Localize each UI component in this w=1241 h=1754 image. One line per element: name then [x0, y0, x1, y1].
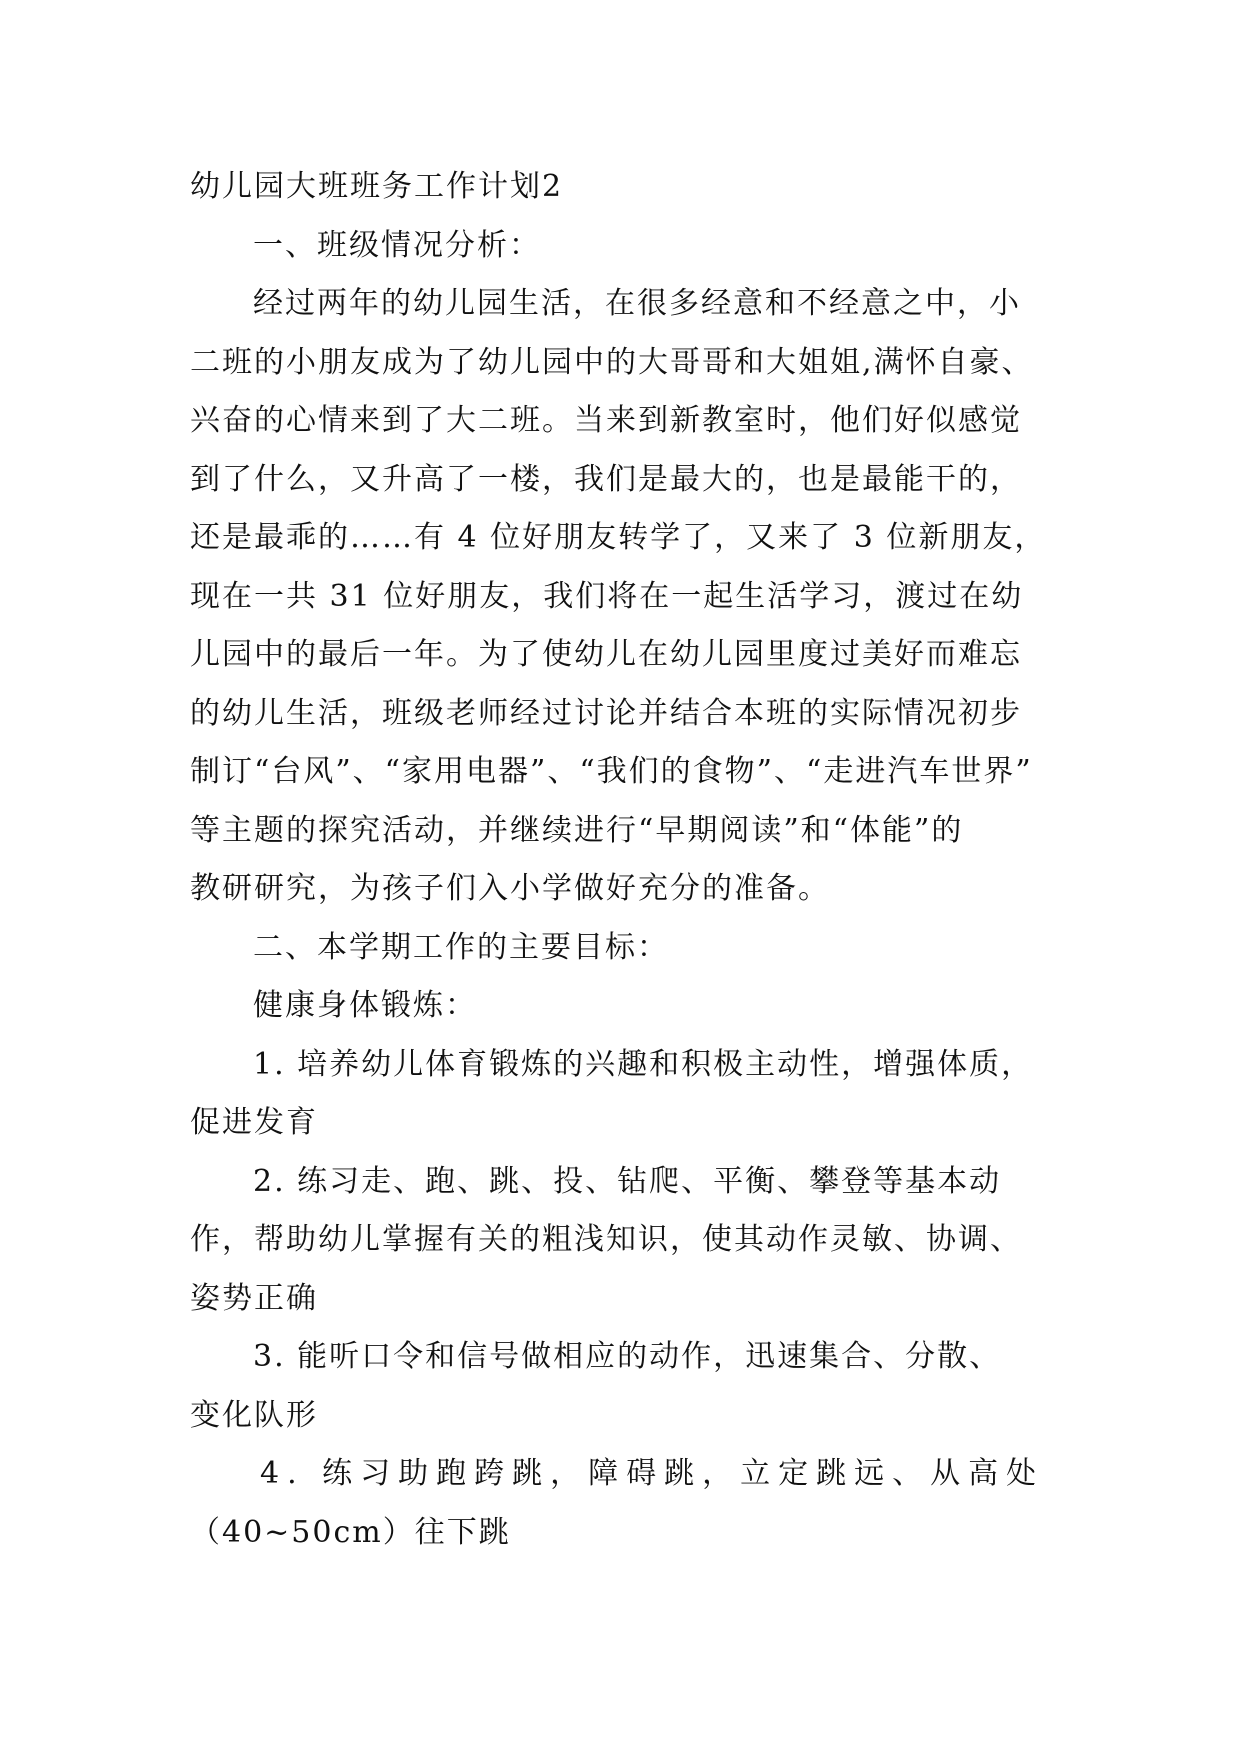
- list-item-line: 3. 能听口令和信号做相应的动作，迅速集合、分散、: [253, 1339, 1002, 1374]
- paragraph-line: 经过两年的幼儿园生活，在很多经意和不经意之中，小: [253, 286, 1021, 321]
- paragraph-line: 现在一共 31 位好朋友，我们将在一起生活学习，渡过在幼: [190, 578, 1024, 614]
- list-item-line: 1. 培养幼儿体育锻炼的兴趣和积极主动性，增强体质，: [253, 1046, 1034, 1082]
- paragraph-line: 还是最乖的……有 4 位好朋友转学了，又来了 3 位新朋友，: [190, 520, 1047, 555]
- list-item-line: 姿势正确: [190, 1280, 318, 1316]
- list-item-line: 2. 练习走、跑、跳、投、钻爬、平衡、攀登等基本动: [253, 1163, 1002, 1199]
- list-item-line: 促进发育: [190, 1105, 318, 1140]
- paragraph-line: 制订“台风”、“家用电器”、“我们的食物”、“走进汽车世界”: [190, 754, 1033, 789]
- paragraph-line: 的幼儿生活，班级老师经过讨论并结合本班的实际情况初步: [190, 695, 1022, 731]
- document-body: [190, 158, 1070, 1562]
- list-item-line: 变化队形: [190, 1397, 318, 1433]
- list-item-line: 4. 练习助跑跨跳，障碍跳，立定跳远、从高处: [260, 1456, 1045, 1491]
- list-item-line: 作，帮助幼儿掌握有关的粗浅知识，使其动作灵敏、协调、: [190, 1222, 1022, 1257]
- section-heading: 二、本学期工作的主要目标：: [253, 929, 669, 965]
- paragraph-line: 等主题的探究活动，并继续进行“早期阅读”和“体能”的: [190, 812, 964, 848]
- paragraph-line: 二班的小朋友成为了幼儿园中的大哥哥和大姐姐,满怀自豪、: [190, 344, 1034, 380]
- subheading: 健康身体锻炼：: [253, 988, 477, 1023]
- section-heading: 一、班级情况分析：: [253, 227, 541, 263]
- paragraph-line: 教研研究，为孩子们入小学做好充分的准备。: [190, 871, 830, 906]
- paragraph-line: 兴奋的心情来到了大二班。当来到新教室时，他们好似感觉: [190, 403, 1022, 438]
- document-title: 幼儿园大班班务工作计划2: [190, 169, 564, 204]
- list-item-line: （40~50cm）往下跳: [190, 1514, 511, 1550]
- paragraph-line: 到了什么，又升高了一楼，我们是最大的，也是最能干的，: [190, 461, 1022, 497]
- paragraph-line: 儿园中的最后一年。为了使幼儿在幼儿园里度过美好而难忘: [190, 637, 1022, 672]
